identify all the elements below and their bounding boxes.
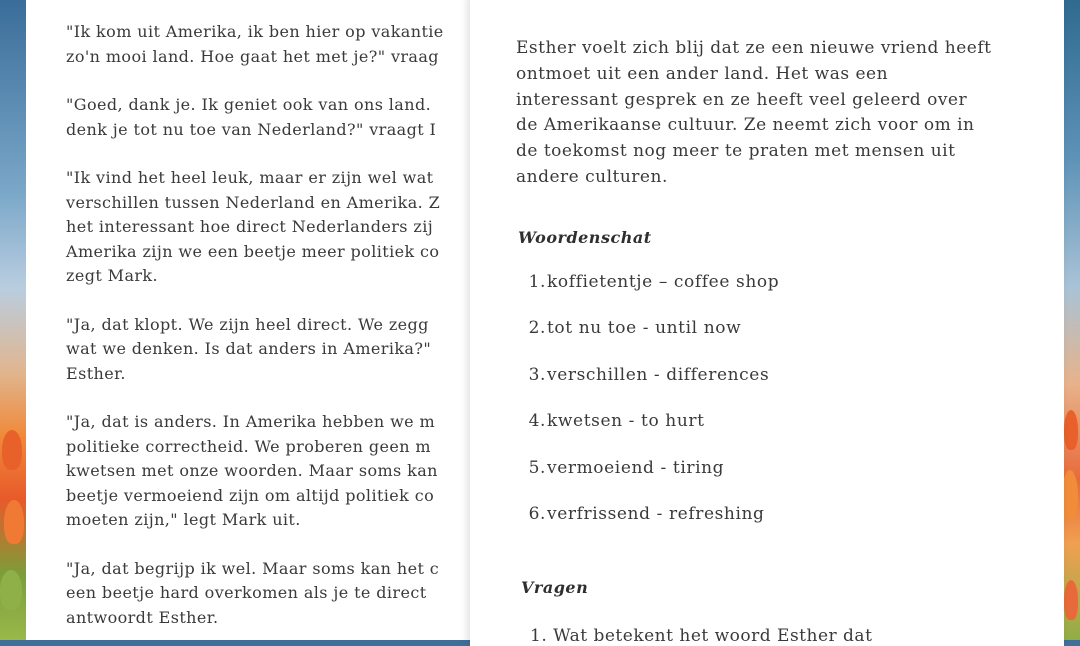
story-line: wat we denken. Is dat anders in Amerika?" (66, 339, 432, 358)
vocabulary-item (526, 318, 779, 364)
conclusion-line: Esther voelt zich blij dat ze een nieuwe vriend heeft (516, 38, 992, 58)
story-line: een beetje hard overkomen als je te direct (66, 583, 427, 602)
story-line: moeten zijn," legt Mark uit. (66, 510, 301, 529)
tulip-decoration (0, 570, 22, 610)
conclusion-line: de toekomst nog meer te praten met mensen uit (516, 141, 956, 162)
vocabulary-item (526, 458, 779, 504)
vocabulary-entry: verfrissend - refreshing (547, 503, 765, 524)
vocabulary-item (526, 272, 779, 318)
questions-heading: Vragen (521, 578, 589, 597)
story-line: Esther. (66, 363, 126, 383)
tulip-decoration (4, 500, 24, 544)
vocabulary-item (526, 365, 779, 411)
story-line: "Ja, dat is anders. In Amerika hebben we m (66, 412, 436, 431)
vocabulary-heading: Woordenschat (518, 228, 652, 247)
vocabulary-entry: vermoeiend - tiring (547, 457, 725, 478)
tulip-decoration (1064, 580, 1078, 620)
story-line: verschillen tussen Nederland en Amerika. Z (66, 192, 441, 212)
story-line: kwetsen met onze woorden. Maar soms kan (66, 461, 438, 480)
story-line: antwoordt Esther. (66, 607, 219, 627)
vocabulary-entry: kwetsen - to hurt (547, 411, 705, 432)
vocabulary-number: 4. (528, 411, 546, 432)
vocabulary-number: 1. (528, 272, 546, 292)
story-line: "Goed, dank je. Ik geniet ook van ons land. (66, 95, 432, 114)
tulip-background-right (1062, 0, 1080, 640)
vocabulary-list (526, 272, 779, 550)
right-page (470, 0, 1064, 646)
conclusion-line: ontmoet uit een ander land. Het was een (516, 63, 889, 84)
story-line: "Ik vind het heel leuk, maar er zijn wel wat (66, 168, 434, 187)
question-item: 1. Wat betekent het woord Esther dat (530, 626, 873, 646)
tulip-decoration (1062, 470, 1078, 520)
vocabulary-entry: tot nu toe - until now (547, 318, 742, 339)
story-line: zegt Mark. (66, 266, 159, 285)
story-line: "Ik kom uit Amerika, ik ben hier op vakantie (66, 22, 444, 41)
vocabulary-number: 3. (528, 364, 546, 385)
story-line: "Ja, dat klopt. We zijn heel direct. We zegg (66, 314, 429, 334)
left-page (26, 0, 546, 640)
vocabulary-number: 2. (528, 318, 546, 339)
conclusion-line: andere culturen. (516, 166, 668, 187)
story-line: zo'n mooi land. Hoe gaat het met je?" vraag (66, 46, 439, 66)
tulip-decoration (2, 430, 22, 470)
story-line: beetje vermoeiend zijn om altijd politiek co (66, 485, 435, 505)
conclusion-line: de Amerikaanse cultuur. Ze neemt zich voor om in (516, 115, 975, 136)
story-line: het interessant hoe direct Nederlanders zij (66, 217, 434, 236)
vocabulary-entry: koffietentje – coffee shop (547, 272, 780, 292)
story-line: denk je tot nu toe van Nederland?" vraagt I (66, 119, 437, 139)
story-line: Amerika zijn we een beetje meer politiek co (66, 241, 440, 261)
tulip-background-left (0, 0, 26, 640)
vocabulary-number: 6. (528, 503, 546, 524)
vocabulary-item (526, 411, 779, 457)
tulip-decoration (1064, 410, 1078, 450)
story-line: "Ja, dat begrijp ik wel. Maar soms kan het c (66, 558, 440, 578)
conclusion-line: interessant gesprek en ze heeft veel geleerd over (516, 89, 968, 110)
vocabulary-item (526, 504, 779, 550)
vocabulary-entry: verschillen - differences (547, 364, 770, 385)
conclusion-paragraph (516, 36, 1046, 191)
story-line: politieke correctheid. We proberen geen m (66, 436, 432, 456)
vocabulary-number: 5. (528, 457, 546, 478)
